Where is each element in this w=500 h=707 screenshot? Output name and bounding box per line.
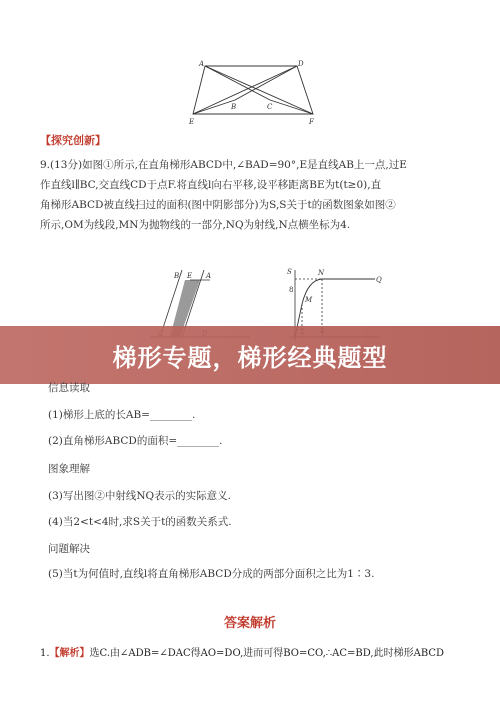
fig-label: B	[231, 103, 237, 111]
fig2-label: Q	[376, 276, 382, 284]
answer-number: 1.	[40, 648, 50, 659]
problem-line: 9.(13分)如图①所示,在直角梯形ABCD中,∠BAD=90°,E是直线AB上一点,过E	[40, 159, 407, 171]
fig1-label: B	[174, 272, 180, 280]
problem-line: 作直线l∥BC,交直线CD于点F.将直线l向右平移,设平移距离BE为t(t≥0),直	[40, 179, 382, 191]
question-2: (2)直角梯形ABCD的面积=________.	[48, 435, 223, 447]
fig2-label: S	[287, 268, 292, 276]
question-4: (4)当2<t<4时,求S关于t的函数关系式.	[48, 516, 232, 528]
question-1: (1)梯形上底的长AB=________.	[48, 409, 196, 421]
banner-title: 梯形专题，梯形经典题型	[112, 343, 388, 372]
section-heading: 信息读取	[48, 382, 90, 394]
fig-label: A	[199, 60, 205, 68]
answer-tag: 【解析】	[49, 648, 90, 659]
problem-text	[40, 155, 465, 235]
trapezoid-figure	[185, 58, 320, 128]
problem-line: 角梯形ABCD被直线扫过的面积(图中阴影部分)为S,S关于t的函数图象如图②	[40, 199, 396, 211]
answer-line	[40, 644, 444, 659]
section-tag: 【探究创新】	[40, 134, 106, 147]
title-banner	[0, 326, 500, 384]
fig1-label: A	[206, 272, 212, 280]
fig-label: C	[267, 103, 273, 111]
question-5: (5)当t为何值时,直线l将直角梯形ABCD分成的两部分面积之比为1∶3.	[48, 568, 375, 580]
fig-label: D	[298, 60, 304, 68]
fig-label: F	[309, 118, 314, 126]
fig1-label: E	[187, 272, 193, 280]
section-heading: 问题解决	[48, 543, 90, 555]
answer-title: 答案解析	[223, 616, 276, 631]
fig2-label: N	[318, 269, 325, 277]
fig2-label: 8	[289, 286, 294, 294]
answer-text: 选C.由∠ADB=∠DAC得AO=DO,进而可得BO=CO,∴AC=BD,此时梯形ABCD	[89, 648, 445, 659]
fig2-label: M	[305, 296, 313, 304]
question-3: (3)写出图②中射线NQ表示的实际意义.	[48, 490, 232, 502]
fig-label: E	[189, 118, 195, 126]
problem-line: 所示,OM为线段,MN为抛物线的一部分,NQ为射线,N点横坐标为4.	[40, 219, 351, 231]
section-heading: 图象理解	[48, 463, 90, 475]
